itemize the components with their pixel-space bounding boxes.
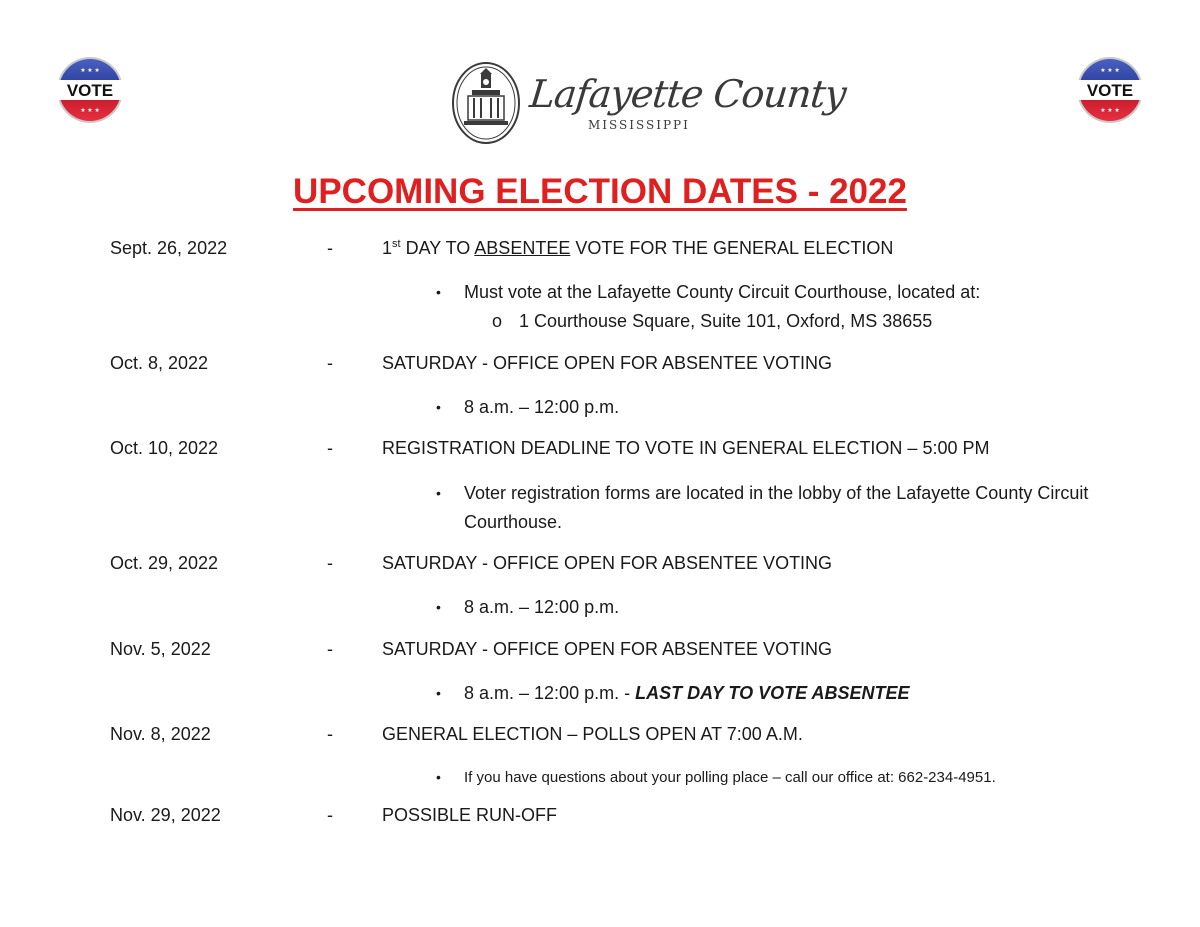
entry-description: SATURDAY - OFFICE OPEN FOR ABSENTEE VOTING	[382, 353, 833, 373]
svg-text:VOTE: VOTE	[66, 81, 114, 100]
page-title: UPCOMING ELECTION DATES - 2022	[293, 172, 907, 211]
svg-text:★ ★ ★: ★ ★ ★	[80, 108, 100, 114]
entry-dash: -	[327, 553, 333, 573]
entry-date: Sept. 26, 2022	[110, 238, 228, 258]
entry-dash: -	[327, 238, 333, 258]
bullet-marker: •	[436, 485, 441, 501]
bullet-marker: •	[436, 599, 441, 615]
logo-state-name: MISSISSIPPI	[588, 118, 690, 132]
county-logo	[450, 58, 848, 148]
bullet-text: 8 a.m. – 12:00 p.m.	[464, 397, 620, 417]
bullet-text: Voter registration forms are located in the lobby of the Lafayette County Circuit Courthouse.	[464, 483, 1089, 532]
bullet-text: 8 a.m. – 12:00 p.m.	[464, 597, 620, 617]
bullet-text: 8 a.m. – 12:00 p.m. - LAST DAY TO VOTE ABSENTEE	[464, 683, 910, 703]
vote-badge-right	[1075, 55, 1145, 125]
entry-dash: -	[327, 639, 333, 659]
bullet-marker: •	[436, 284, 441, 300]
entry-dash: -	[327, 724, 333, 744]
bullet-marker: •	[436, 769, 441, 785]
entry-description: SATURDAY - OFFICE OPEN FOR ABSENTEE VOTING	[382, 553, 833, 573]
entry-date: Nov. 8, 2022	[110, 724, 211, 744]
entry-description: 1st DAY TO ABSENTEE VOTE FOR THE GENERAL ELECTION	[382, 238, 894, 258]
sub-bullet-marker: o	[492, 311, 503, 331]
entry-dash: -	[327, 353, 333, 373]
entry-date: Nov. 5, 2022	[110, 639, 211, 659]
entry-dash: -	[327, 805, 333, 825]
entry-date: Oct. 8, 2022	[110, 353, 209, 373]
bullet-marker: •	[436, 685, 441, 701]
svg-text:★ ★ ★: ★ ★ ★	[1100, 108, 1120, 114]
entry-date: Oct. 29, 2022	[110, 553, 219, 573]
svg-text:★ ★ ★: ★ ★ ★	[1100, 68, 1120, 74]
entry-date: Nov. 29, 2022	[110, 805, 221, 825]
entry-description: REGISTRATION DEADLINE TO VOTE IN GENERAL ELECTION – 5:00 PM	[382, 438, 990, 458]
vote-badge-left	[55, 55, 125, 125]
courthouse-seal-icon	[450, 60, 522, 146]
sub-bullet-text: 1 Courthouse Square, Suite 101, Oxford, MS 38655	[519, 311, 933, 331]
svg-text:VOTE: VOTE	[1086, 81, 1134, 100]
bullet-text: Must vote at the Lafayette County Circuit Courthouse, located at:	[464, 282, 981, 302]
entry-date: Oct. 10, 2022	[110, 438, 219, 458]
svg-text:★ ★ ★: ★ ★ ★	[80, 68, 100, 74]
entry-description: SATURDAY - OFFICE OPEN FOR ABSENTEE VOTING	[382, 639, 833, 659]
entry-dash: -	[327, 438, 333, 458]
logo-county-name: Lafayette County	[527, 72, 848, 116]
entry-description: GENERAL ELECTION – POLLS OPEN AT 7:00 A.M.	[382, 724, 803, 744]
bullet-text: If you have questions about your polling place – call our office at: 662-234-4951.	[464, 769, 996, 786]
bullet-marker: •	[436, 399, 441, 415]
entry-description: POSSIBLE RUN-OFF	[382, 805, 558, 825]
